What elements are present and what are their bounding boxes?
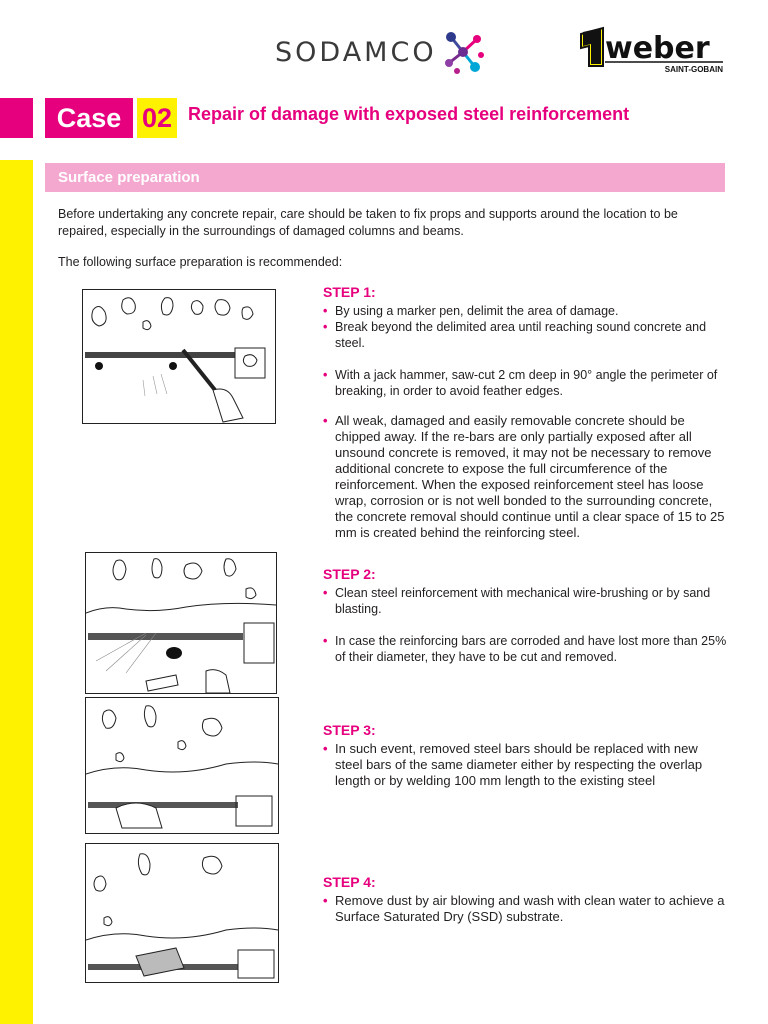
step-2-title: STEP 2: xyxy=(323,566,376,582)
sodamco-logo xyxy=(275,30,487,74)
step-1-title: STEP 1: xyxy=(323,284,376,300)
step-1-illustration xyxy=(82,289,276,424)
intro-paragraph: Before undertaking any concrete repair, care should be taken to fix props and supports around the location to be repaired, especially in the surroundings of damaged columns and beams. xyxy=(58,207,678,238)
case-number: 02 xyxy=(137,98,177,138)
step-3-bullet-1: • In such event, removed steel bars should be replaced with new steel bars of the same diameter either by respecting the overlap length or by welding 100 mm length to the existing steel xyxy=(323,741,703,788)
step-4 xyxy=(323,874,728,925)
step-3-illustration xyxy=(85,697,279,834)
page-title: Repair of damage with exposed steel reinforcement xyxy=(188,104,630,124)
weber-logo-mark xyxy=(579,26,725,76)
case-label: Case xyxy=(45,98,133,138)
weber-logo xyxy=(579,26,725,76)
left-magenta-marker xyxy=(0,98,33,138)
step-4-illustration xyxy=(85,843,279,983)
section-title: Surface preparation xyxy=(58,169,200,186)
left-yellow-margin-bar xyxy=(0,160,33,1024)
step-4-bullet-1: • Remove dust by air blowing and wash with clean water to achieve a Surface Saturated Dry (SSD) substrate. xyxy=(323,893,725,924)
molecule-icon xyxy=(441,27,487,77)
step-3-title: STEP 3: xyxy=(323,722,376,738)
sodamco-wordmark: SODAMCO xyxy=(275,36,437,68)
intro-recommend: The following surface preparation is recommended: xyxy=(58,255,343,269)
step-3 xyxy=(323,722,728,789)
step-1-bullet-2: • Break beyond the delimited area until reaching sound concrete and steel. xyxy=(323,320,707,350)
step-2-bullet-1: • Clean steel reinforcement with mechanical wire-brushing or by sand blasting. xyxy=(323,586,711,616)
step-1-bullet-3: • With a jack hammer, saw-cut 2 cm deep in 90° angle the perimeter of breaking, in order to avoid feather edges. xyxy=(323,368,718,398)
step-1-bullet-1: • By using a marker pen, delimit the area of damage. xyxy=(323,304,619,318)
weber-wordmark: weber xyxy=(605,31,710,66)
weber-subtext: SAINT-GOBAIN xyxy=(664,65,723,74)
step-2 xyxy=(323,566,728,665)
step-1-bullet-4: • All weak, damaged and easily removable concrete should be chipped away. If the re-bars are only partially exposed after all unsound concrete is removed, it may not be necessary to remove additional concrete to expose the full circumference of the reinforcement. When the exposed reinforcement steel has loose wrap, corrosion or is not well bonded to the surrounding concrete, the concrete removal should continue until a clear space of 15 to 25 mm is created behind the reinforcing steel. xyxy=(323,413,725,540)
step-4-title: STEP 4: xyxy=(323,874,376,890)
step-2-illustration xyxy=(85,552,277,694)
step-1 xyxy=(323,284,728,541)
section-header xyxy=(45,163,725,192)
step-2-bullet-2: • In case the reinforcing bars are corroded and have lost more than 25% of their diameter, they have to be cut and removed. xyxy=(323,634,727,664)
